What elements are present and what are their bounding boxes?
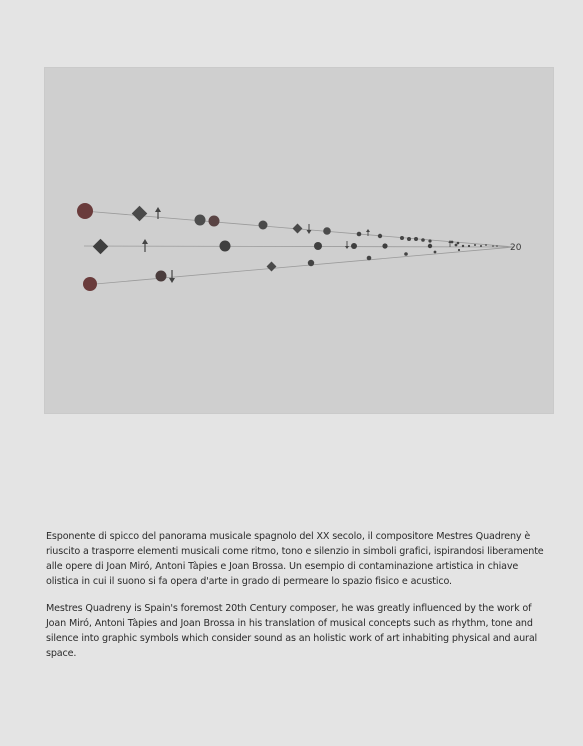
circle-mark [400,236,404,240]
caption-italian: Esponente di spicco del panorama musicale spagnolo del XX secolo, il compositore Mestres Quadreny è riuscito a trasporre elementi musicali come ritmo, tono e silenzio in simboli grafici, ispirandosi liberamente alle opere di Joan Miró, Antoni Tàpies e Joan Brossa. Un esempio di contaminazione artistica in chiave olistica in cui il suono si fa opera d'arte in grado di permeare lo spazio fisico e acustico. [46,531,544,587]
caption-english: Mestres Quadreny is Spain's foremost 20th Century composer, he was greatly influenced by the work of Joan Miró, Antoni Tàpies and Joan Brossa in his translation of musical concepts such as rhythm, tone and silence into graphic symbols which consider sound as an holistic work of art inhabiting physical and aural space. [46,603,538,659]
circle-mark [367,256,372,261]
diamond-mark [132,206,148,222]
circle-mark [414,237,418,241]
circle-mark [195,215,206,226]
circle-mark [407,237,411,241]
circle-mark [259,221,268,230]
arrow-down-icon [345,241,349,249]
circle-mark [323,227,331,235]
circle-mark [462,245,464,247]
arrow-down-icon [307,224,312,234]
circle-mark [485,244,487,246]
circle-mark [428,244,432,248]
score-line-middle [84,246,514,247]
circle-mark [209,216,220,227]
circle-mark [457,242,460,245]
arrow-down-icon [169,270,175,283]
circle-mark [308,260,314,266]
circle-mark [404,252,408,256]
score-line-bottom [84,247,514,285]
diamond-mark [267,262,277,272]
circle-mark [220,241,231,252]
circle-mark [480,245,482,247]
circle-mark [468,245,470,247]
diamond-mark [93,239,109,255]
circle-mark [458,249,460,251]
circle-mark [351,243,357,249]
circle-mark [496,245,498,247]
score-label: 20 [510,243,522,253]
circle-mark [382,243,387,248]
graphic-score [44,67,554,414]
circle-mark [428,239,431,242]
circle-mark [314,242,322,250]
circle-mark [492,245,494,247]
circle-mark [156,271,167,282]
circle-mark [83,277,97,291]
circle-mark [357,232,362,237]
circle-mark [77,203,93,219]
artwork-image [44,67,554,414]
diamond-mark [293,224,303,234]
caption-block [46,529,553,673]
circle-mark [434,251,437,254]
circle-mark [378,234,382,238]
circle-mark [474,244,476,246]
circle-mark [421,238,425,242]
circle-mark [455,244,458,247]
arrow-up-icon [142,239,148,252]
